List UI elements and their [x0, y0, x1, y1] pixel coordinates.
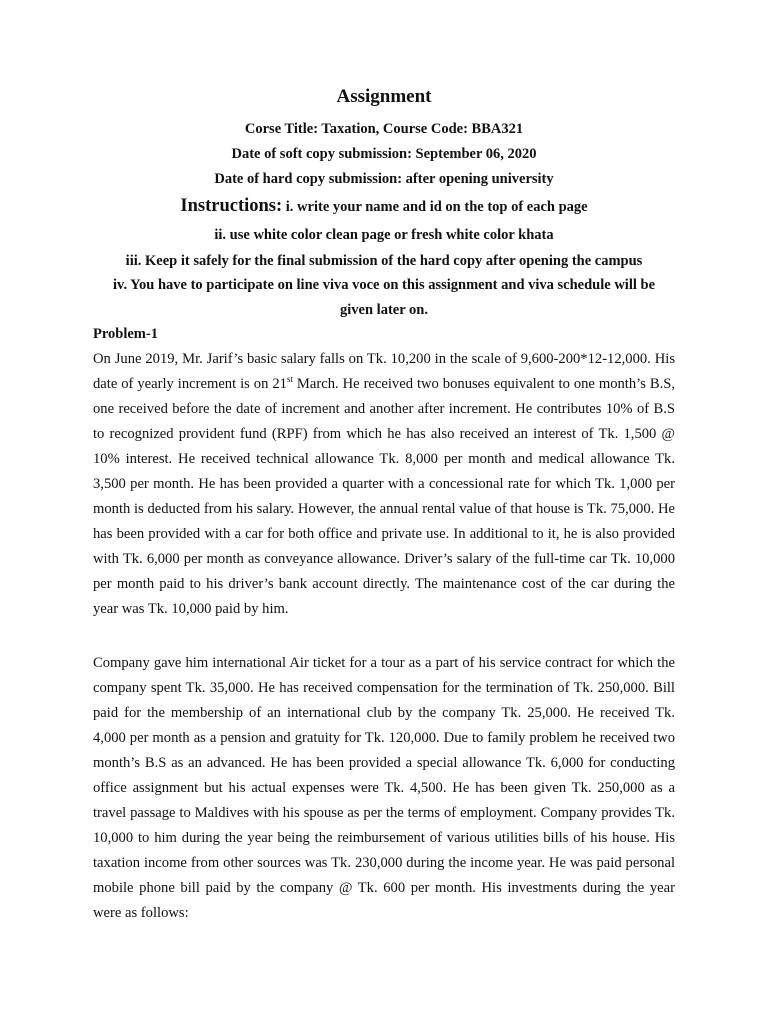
instructions-heading: Instructions:	[180, 196, 283, 216]
paragraph-1-text-b: March. He received two bonuses equivalent to one month’s B.S, one received before the date of increment and another after increment. He contributes 10% of B.S to recognized provident fund (RPF) from which he has also received an interest of Tk. 1,500 @ 10% interest. He received technical allowance Tk. 8,000 per month and medical allowance Tk. 3,500 per month. He has been provided a quarter with a concessional rate for which Tk. 1,000 per month is deducted from his salary. However, the annual rental value of that house is Tk. 75,000. He has been provided with a car for both office and private use. In additional to it, he is also provided with Tk. 6,000 per month as conveyance allowance. Driver’s salary of the full-time car Tk. 10,000 per month paid to his driver’s bank account directly. The maintenance cost of the car during the year was Tk. 10,000 paid by him.	[93, 376, 675, 617]
hard-copy-date-line: Date of hard copy submission: after opening university	[214, 171, 554, 187]
course-title-line: Corse Title: Taxation, Course Code: BBA321	[244, 121, 524, 137]
paragraph-2-text: Company gave him international Air ticket for a tour as a part of his service contract for which the company spent Tk. 35,000. He has received compensation for the termination of Tk. 250,000. Bill paid for the membership of an international club by the company Tk. 25,000. He received Tk. 4,000 per month as a pension and gratuity for Tk. 120,000. Due to family problem he received two month’s B.S as an advanced. He has been provided a special allowance Tk. 6,000 for conducting office assignment but his actual expenses were Tk. 4,500. He has been given Tk. 250,000 as a travel passage to Maldives with his spouse as per the terms of employment. Company provides Tk. 10,000 to him during the year being the reimbursement of various utilities bills of his house. His taxation income from other sources was Tk. 230,000 during the income year. He was paid personal mobile phone bill paid by the company @ Tk. 600 per month. His investments during the year were as follows:	[93, 655, 675, 921]
instruction-item-4-line-2: given later on.	[340, 302, 428, 318]
instruction-item-4-line-1: iv. You have to participate on line viva voce on this assignment and viva schedule will be	[112, 277, 656, 293]
instruction-item-1: i. write your name and id on the top of each page	[285, 199, 588, 215]
problem-heading: Problem-1	[93, 326, 158, 342]
instructions-line-1	[0, 196, 768, 217]
instruction-item-2: ii. use white color clean page or fresh white color khata	[214, 227, 554, 243]
ordinal-superscript: st	[286, 374, 293, 384]
instruction-item-3: iii. Keep it safely for the final submission of the hard copy after opening the campus	[125, 253, 643, 269]
document-title: Assignment	[336, 86, 432, 107]
problem-paragraph-2	[93, 651, 675, 926]
paragraph-1-text-a: On June 2019, Mr. Jarif’s basic salary falls on Tk. 10,200 in the scale of 9,600-200*12-12,000. His date of yearly increment is on 21	[93, 351, 675, 392]
soft-copy-date-line: Date of soft copy submission: September 06, 2020	[231, 146, 537, 162]
problem-paragraph-1	[93, 347, 675, 622]
